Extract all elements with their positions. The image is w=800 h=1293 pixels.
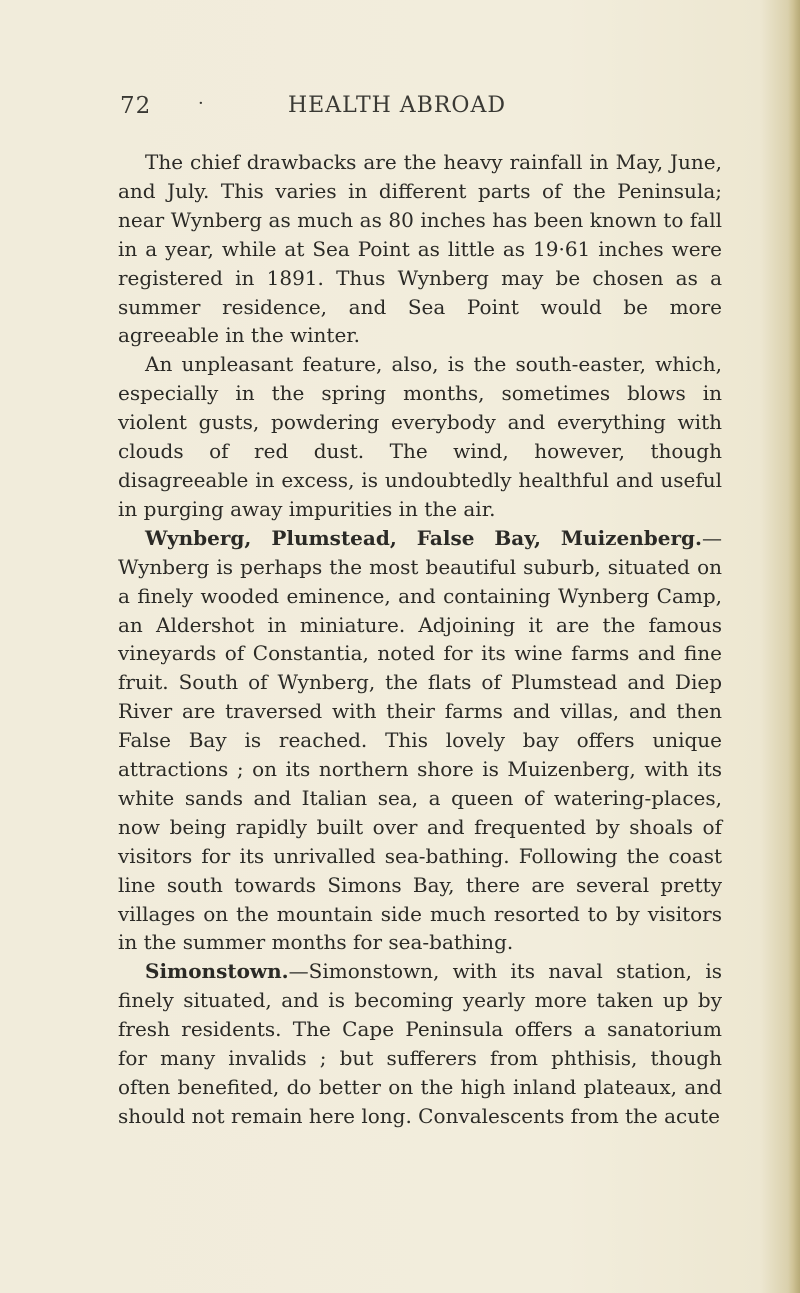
- page-number: 72: [120, 93, 152, 119]
- paragraph-south-easter: [118, 350, 722, 523]
- paragraph-simonstown: [118, 957, 722, 1130]
- header-separator: ·: [198, 93, 205, 114]
- paragraph-text: —Simonstown, with its naval station, is finely situated, and is becoming yearly more taken up by fresh residents. The Cape Peninsula offers a sanatorium for many invalids ; but sufferers from phthisis, though often benefited, do better on the high inland plateaux, and should not remain here long. Convalescents from the acute: [118, 959, 722, 1128]
- paragraph-lead: Wynberg, Plumstead, False Bay, Muizenberg.: [145, 525, 702, 550]
- paragraph-text: An unpleasant feature, also, is the south-easter, which, especially in the spring months, sometimes blows in violent gusts, powdering everybody and everything with clouds of red dust. The wind, however, though disagreeable in excess, is undoubtedly healthful and useful in purging away impurities in the air.: [118, 352, 722, 521]
- paragraph-lead: Simonstown.: [145, 959, 289, 984]
- paragraph-wynberg: [118, 524, 722, 958]
- paragraph-rainfall: [118, 148, 722, 350]
- page-header: [120, 93, 720, 125]
- paragraph-text: The chief drawbacks are the heavy rainfall in May, June, and July. This varies in different parts of the Peninsula; near Wynberg as much as 80 inches has been known to fall in a year, while at Sea Point as little as 19·61 inches were registered in 1891. Thus Wynberg may be chosen as a summer residence, and Sea Point would be more agreeable in the winter.: [118, 150, 722, 348]
- running-title: HEALTH ABROAD: [288, 93, 506, 118]
- body-text: [118, 148, 722, 1131]
- page-edge-shadow: [788, 0, 800, 1293]
- paragraph-text: —Wynberg is perhaps the most beautiful suburb, situated on a finely wooded eminence, and containing Wynberg Camp, an Aldershot in miniature. Adjoining it are the famous vineyards of Constantia, noted for its wine farms and fine fruit. South of Wynberg, the flats of Plumstead and Diep River are traversed with their farms and villas, and then False Bay is reached. This lovely bay offers unique attractions ; on its northern shore is Muizenberg, with its white sands and Italian sea, a queen of watering-places, now being rapidly built over and frequented by shoals of visitors for its unrivalled sea-bathing. Following the coast line south towards Simons Bay, there are several pretty villages on the mountain side much resorted to by visitors in the summer months for sea-bathing.: [118, 525, 722, 955]
